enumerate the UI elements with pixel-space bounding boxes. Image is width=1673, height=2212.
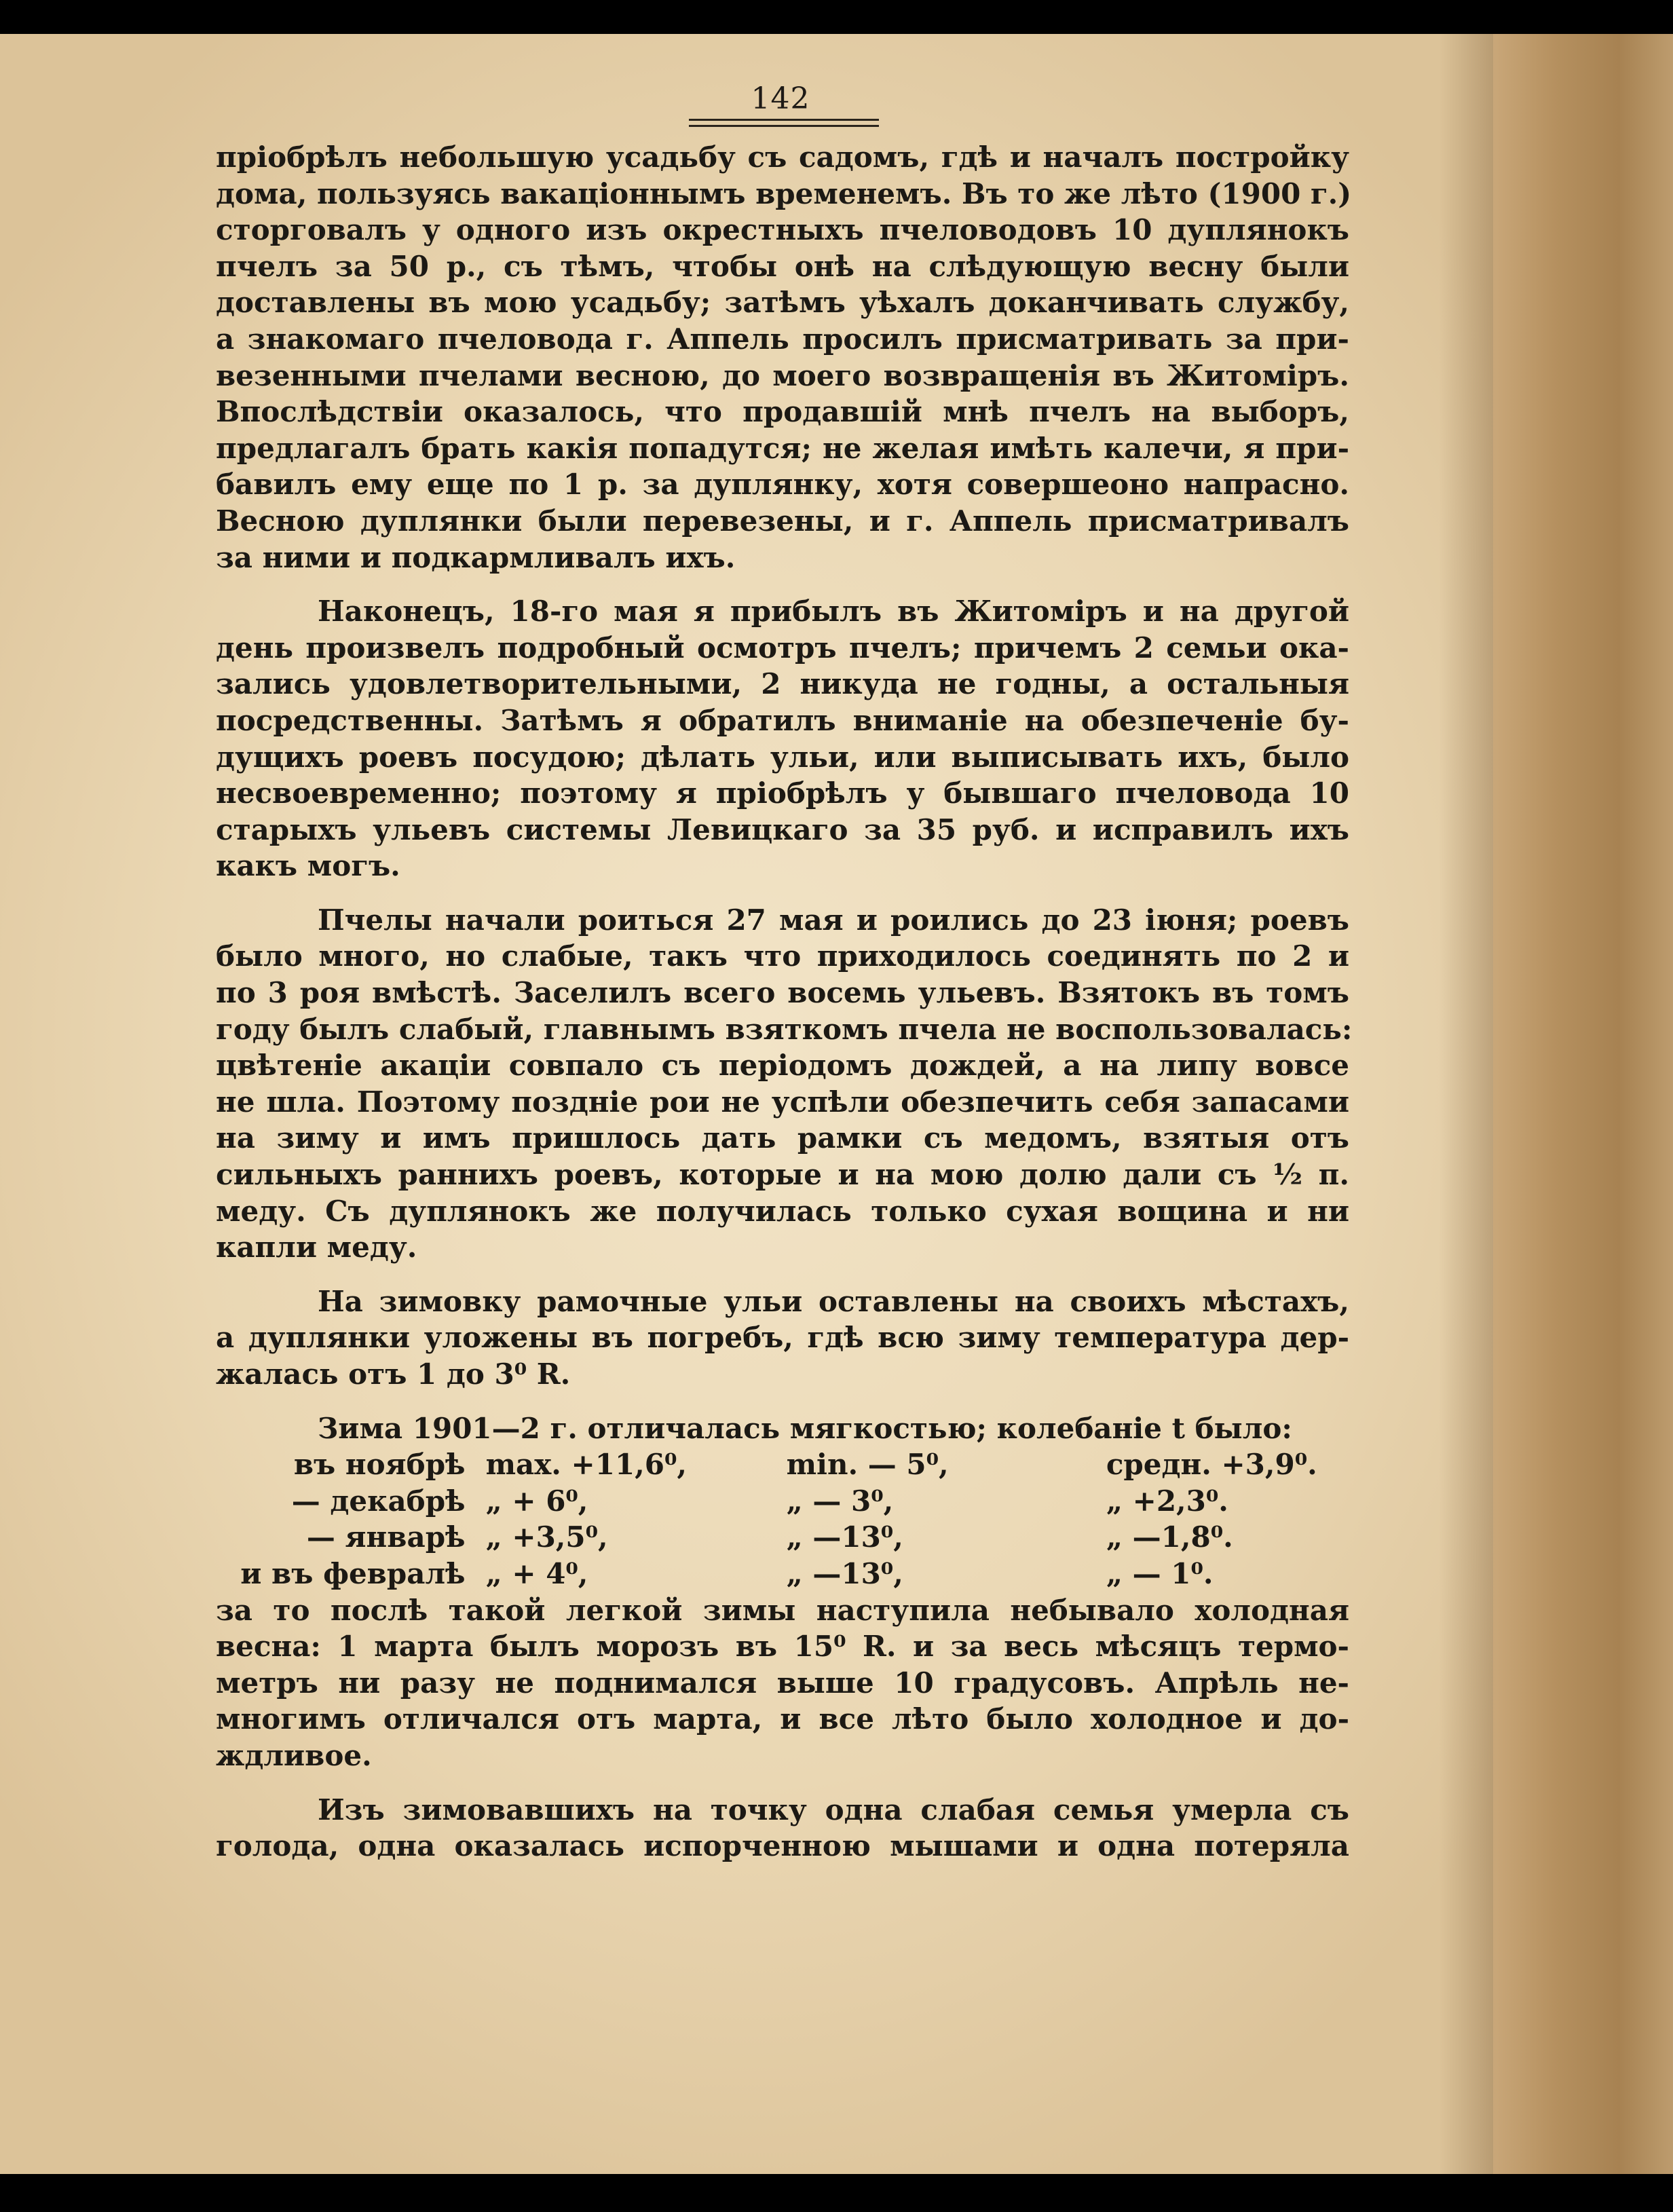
text-line: бавилъ ему еще по 1 р. за дуплянку, хотя совершеоно напрасно. xyxy=(216,468,1349,502)
text-line: На зимовку рамочные ульи оставлены на своихъ мѣстахъ, xyxy=(318,1284,1349,1318)
climate-month: и въ февралѣ xyxy=(240,1556,466,1590)
text-line: на зиму и имъ пришлось дать рамки съ медомъ, взятыя отъ xyxy=(216,1121,1349,1155)
page-number-rule xyxy=(689,119,879,127)
climate-row xyxy=(216,1556,1349,1592)
text-line: несвоевременно; поэтому я пріобрѣлъ у бывшаго пчеловода 10 xyxy=(216,776,1349,810)
climate-table xyxy=(216,1410,1349,1592)
text-line: многимъ отличался отъ марта, и все лѣто было холодное и до- xyxy=(216,1702,1349,1736)
text-line: весна: 1 марта былъ морозъ въ 15⁰ R. и за весь мѣсяцъ термо- xyxy=(216,1630,1349,1664)
text-line: за то послѣ такой легкой зимы наступила небывало холодная xyxy=(216,1593,1349,1627)
text-line: пчелъ за 50 р., съ тѣмъ, чтобы онѣ на слѣдующую весну были xyxy=(216,249,1349,283)
text-line: было много, но слабые, такъ что приходилось соединять по 2 и xyxy=(216,939,1349,973)
text-line: за ними и подкармливалъ ихъ. xyxy=(216,540,736,574)
paragraph-1 xyxy=(216,139,1352,576)
climate-min: „ —13⁰, xyxy=(786,1520,903,1554)
climate-avg: „ — 1⁰. xyxy=(1106,1556,1214,1590)
text-line: не шла. Поэтому поздніе рои не успѣли обезпечить себя запасами xyxy=(216,1085,1349,1119)
text-line: Пчелы начали роиться 27 мая и роились до 23 іюня; роевъ xyxy=(318,903,1349,937)
paragraph-2 xyxy=(216,593,1349,884)
climate-avg: средн. +3,9⁰. xyxy=(1106,1448,1317,1482)
climate-row xyxy=(216,1519,1349,1556)
climate-min: „ —13⁰, xyxy=(786,1556,903,1590)
text-line: Наконецъ, 18-го мая я прибылъ въ Житоміръ и на другой xyxy=(318,595,1349,629)
climate-row xyxy=(216,1446,1349,1483)
text-line: капли меду. xyxy=(216,1231,417,1264)
climate-month: въ ноябрѣ xyxy=(293,1448,466,1482)
text-line: пріобрѣлъ небольшую усадьбу съ садомъ, гдѣ и началъ постройку xyxy=(216,140,1349,174)
text-line: году былъ слабый, главнымъ взяткомъ пчела не воспользовалась: xyxy=(216,1012,1353,1046)
climate-avg: „ —1,8⁰. xyxy=(1106,1520,1233,1554)
text-line: везенными пчелами весною, до моего возвращенія въ Житоміръ. xyxy=(216,358,1349,392)
text-line: предлагалъ брать какія попадутся; не желая имѣть калечи, я при- xyxy=(216,431,1349,465)
text-line: цвѣтеніе акаціи совпало съ періодомъ дождей, а на липу вовсе xyxy=(216,1049,1349,1083)
facing-page-edge xyxy=(1493,34,1673,2174)
text-line: голода, одна оказалась испорченною мышами и одна потеряла xyxy=(216,1829,1349,1863)
text-line: какъ могъ. xyxy=(216,849,400,883)
climate-min: „ — 3⁰, xyxy=(786,1484,894,1518)
text-line: день произвелъ подробный осмотръ пчелъ; причемъ 2 семьи ока- xyxy=(216,631,1349,664)
text-line: Впослѣдствіи оказалось, что продавшій мнѣ пчелъ на выборъ, xyxy=(216,395,1349,429)
text-line: ждливое. xyxy=(216,1738,372,1772)
page-number: 142 xyxy=(751,81,810,116)
text-line: метръ ни разу не поднимался выше 10 градусовъ. Апрѣль не- xyxy=(216,1666,1349,1700)
paragraph-3 xyxy=(216,902,1353,1266)
text-line: зались удовлетворительными, 2 никуда не годны, а остальныя xyxy=(216,667,1349,701)
climate-row xyxy=(216,1483,1349,1520)
text-line: дома, пользуясь вакаціоннымъ временемъ. Въ то же лѣто (1900 г.) xyxy=(216,176,1352,210)
paragraph-4 xyxy=(216,1283,1349,1393)
text-line: доставлены въ мою усадьбу; затѣмъ уѣхалъ доканчивать службу, xyxy=(216,286,1349,320)
text-line: сторговалъ у одного изъ окрестныхъ пчеловодовъ 10 дуплянокъ xyxy=(216,213,1349,247)
climate-month: — декабрѣ xyxy=(291,1484,466,1518)
text-line: старыхъ ульевъ системы Левицкаго за 35 руб. и исправилъ ихъ xyxy=(216,812,1349,846)
climate-intro: Зима 1901—2 г. отличалась мягкостью; колебаніе t было: xyxy=(318,1411,1292,1445)
text-line: Изъ зимовавшихъ на точку одна слабая семья умерла съ xyxy=(318,1793,1349,1826)
paragraph-6 xyxy=(216,1792,1349,1864)
text-line: меду. Съ дуплянокъ же получилась только сухая вощина и ни xyxy=(216,1194,1349,1228)
climate-max: „ + 4⁰, xyxy=(485,1556,588,1590)
climate-month: — январѣ xyxy=(306,1520,466,1554)
climate-max: „ + 6⁰, xyxy=(485,1484,588,1518)
text-line: сильныхъ раннихъ роевъ, которые и на мою долю дали съ ½ п. xyxy=(216,1158,1349,1192)
text-line: Весною дуплянки были перевезены, и г. Аппель присматривалъ xyxy=(216,504,1349,538)
climate-max: max. +11,6⁰, xyxy=(485,1448,688,1482)
body-text xyxy=(216,139,1353,1864)
text-line: по 3 роя вмѣстѣ. Заселилъ всего восемь ульевъ. Взятокъ въ томъ xyxy=(216,976,1349,1010)
climate-max: „ +3,5⁰, xyxy=(485,1520,608,1554)
paragraph-5 xyxy=(216,1592,1349,1774)
text-line: дущихъ роевъ посудою; дѣлать ульи, или выписывать ихъ, было xyxy=(216,740,1349,774)
climate-avg: „ +2,3⁰. xyxy=(1106,1484,1228,1518)
text-line: а знакомаго пчеловода г. Аппель просилъ присматривать за при- xyxy=(216,322,1349,356)
climate-min: min. — 5⁰, xyxy=(786,1448,949,1482)
text-line: а дуплянки уложены въ погребъ, гдѣ всю зиму температура дер- xyxy=(216,1321,1349,1355)
text-line: жалась отъ 1 до 3⁰ R. xyxy=(216,1357,571,1391)
scanned-page xyxy=(0,34,1673,2174)
text-line: посредственны. Затѣмъ я обратилъ вниманіе на обезпеченіе бу- xyxy=(216,703,1349,737)
